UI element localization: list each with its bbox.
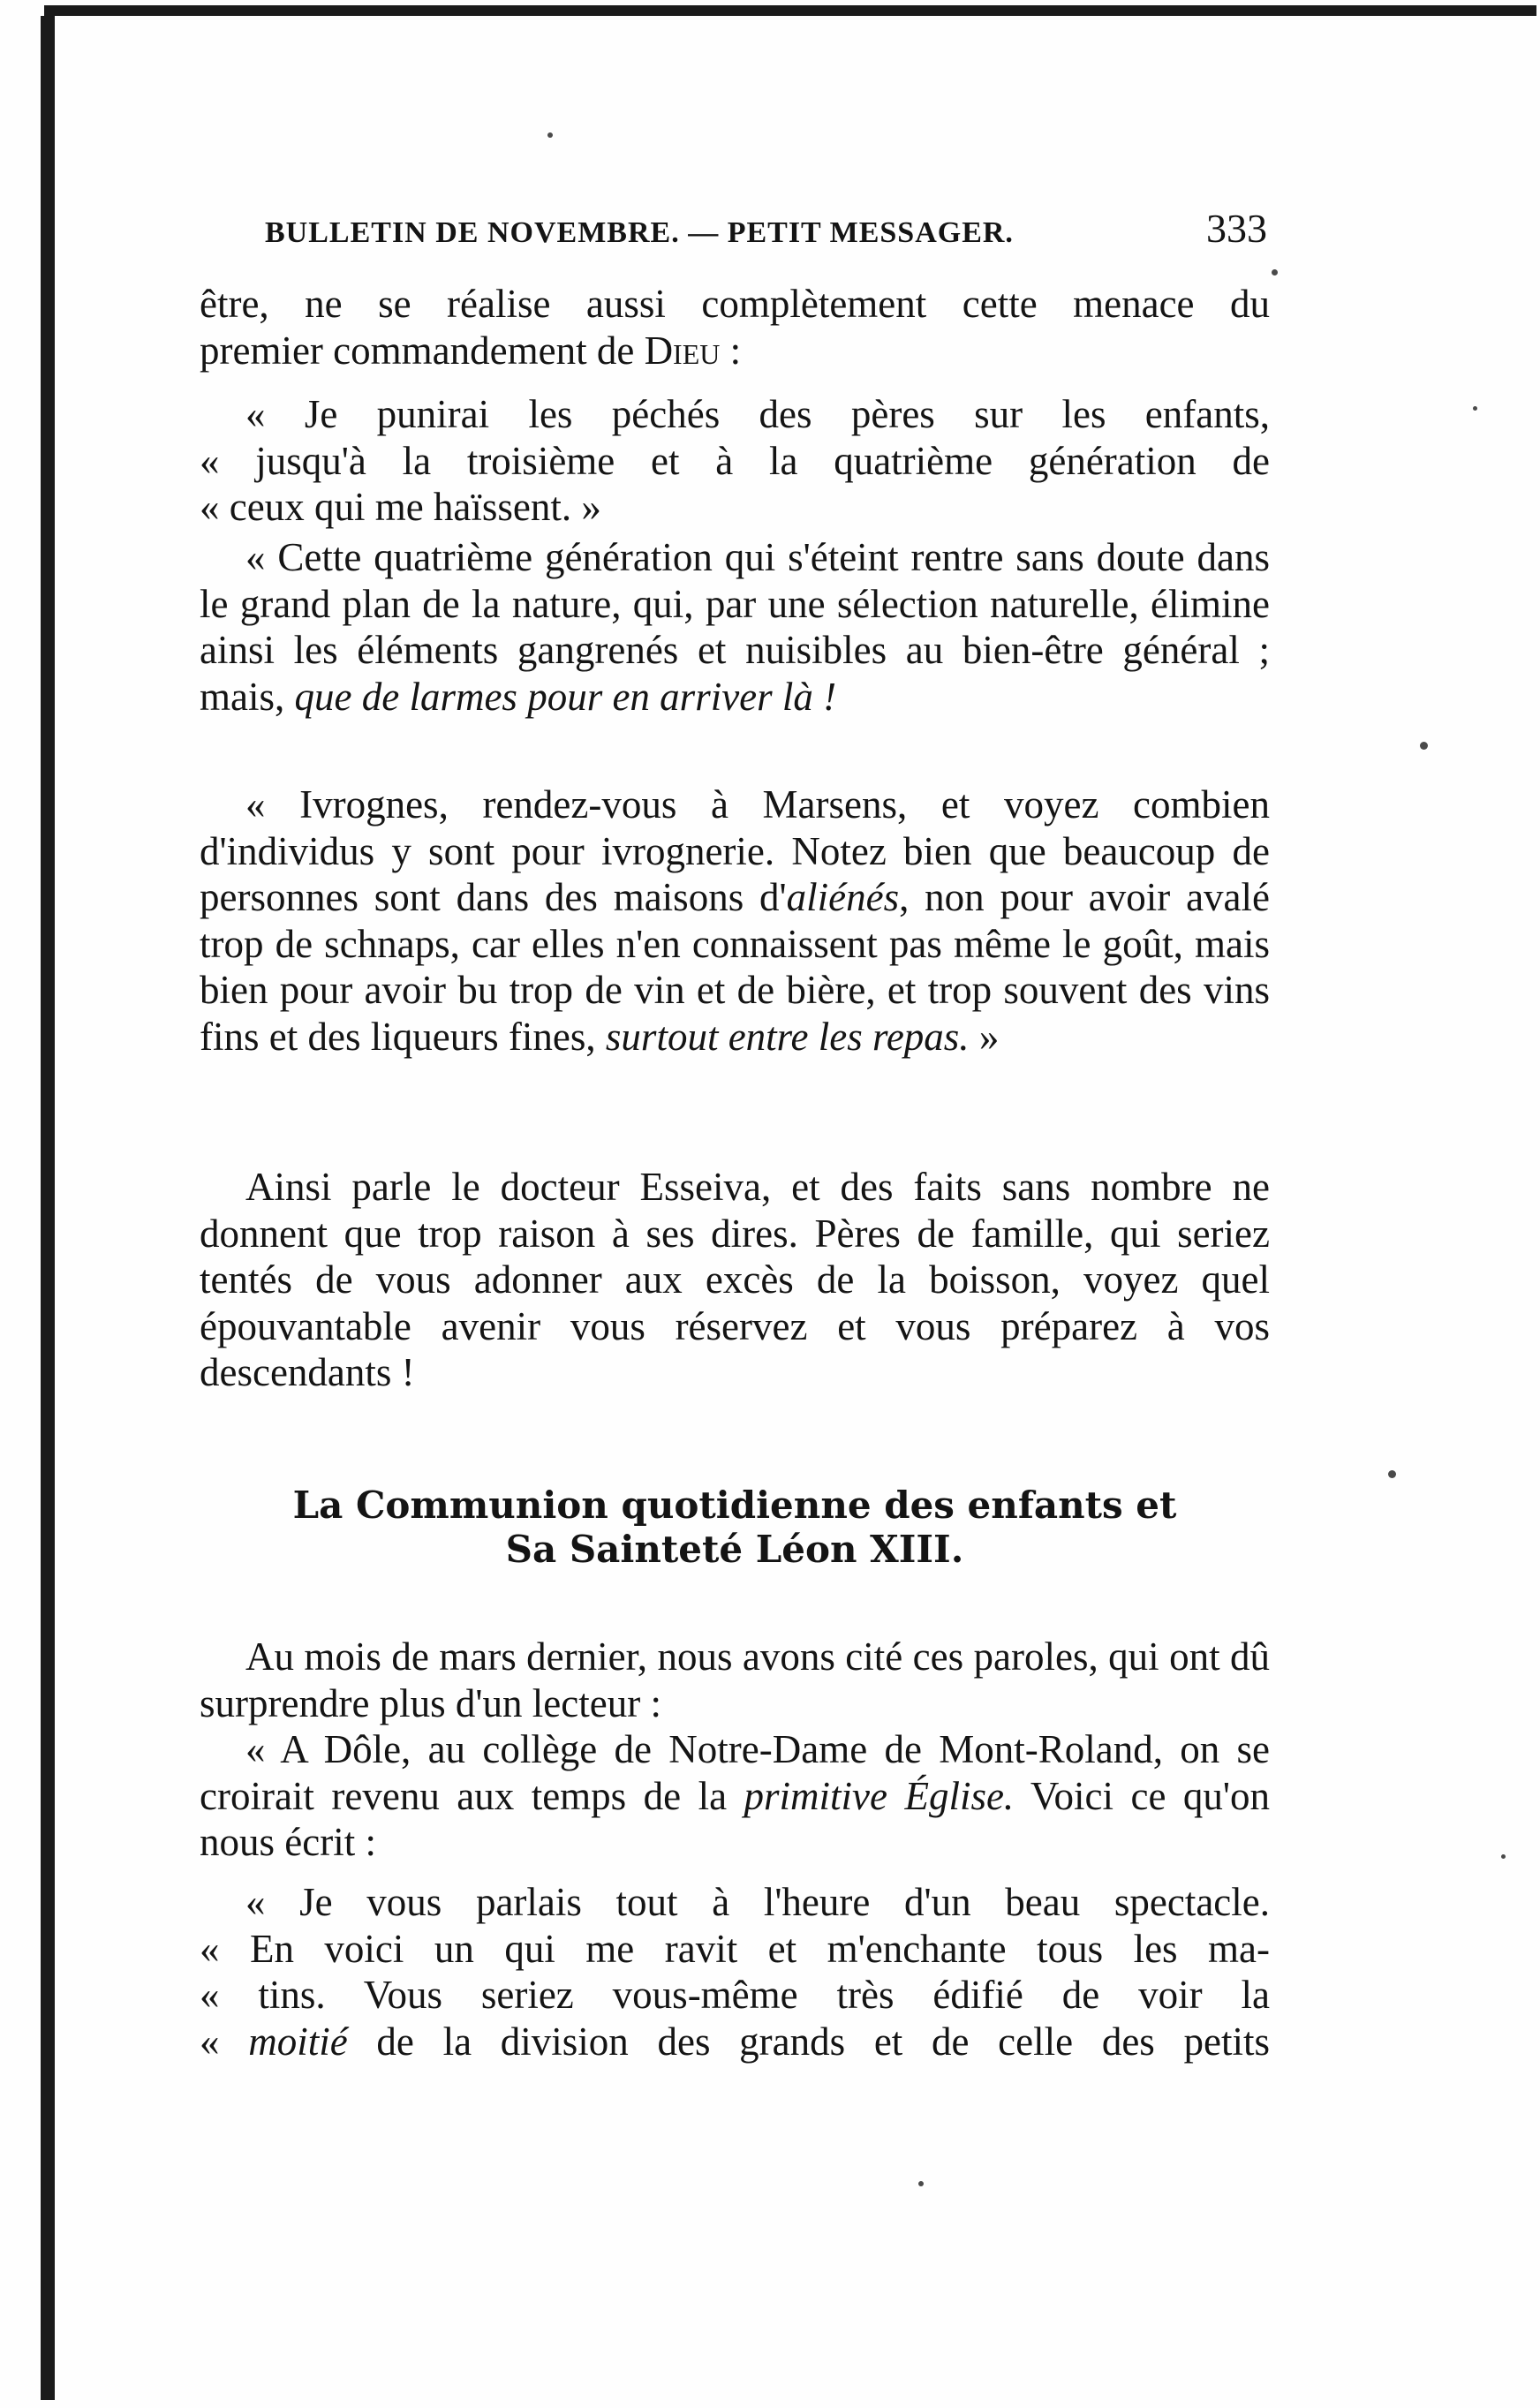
- quote-line: « jusqu'à la troisième et à la quatrième génération de: [200, 438, 1270, 483]
- quote-line: « En voici un qui me ravit et m'enchante tous les ma-: [200, 1926, 1270, 1971]
- running-header: [265, 205, 1267, 252]
- italic-phrase: que de larmes pour en arriver là !: [294, 674, 837, 719]
- print-speck: [1388, 1470, 1396, 1478]
- print-speck: [547, 132, 553, 138]
- section-title-line: Sa Sainteté Léon XIII.: [505, 1528, 964, 1571]
- italic-phrase: surtout entre les repas.: [605, 1014, 970, 1059]
- quote-line: « moitié de la division des grands et de celle des petits: [200, 2019, 1270, 2064]
- paragraph-continuation: [200, 281, 1270, 374]
- text-line: être, ne se réalise aussi complètement cette menace du: [200, 282, 1270, 326]
- commandment-quote: [200, 391, 1270, 531]
- section-title-line: La Communion quotidienne des enfants et: [292, 1483, 1177, 1527]
- quote-line: « ceux qui me haïssent. »: [200, 485, 601, 529]
- quote-line: « Je vous parlais tout à l'heure d'un beau spectacle.: [245, 1880, 1270, 1924]
- section-title: [200, 1483, 1270, 1572]
- page-number: 333: [1206, 206, 1267, 251]
- print-speck: [1473, 406, 1477, 411]
- print-speck: [1272, 269, 1278, 276]
- paragraph-ivrognes: « Ivrognes, rendez-vous à Marsens, et voyez combien d'individus y sont pour ivrognerie. Notez bien que beaucoup de personnes sont dans des maisons d'aliénés, non pour avoir avalé trop de schnaps, car elles n'en connaissent pas même le goût, mais bien pour avoir bu trop de vin et de bière, et trop souvent des vins fins et des liqueurs fines, surtout entre les repas. »: [200, 782, 1270, 1059]
- italic-word: aliénés: [786, 875, 900, 919]
- paragraph-esseiva: Ainsi parle le docteur Esseiva, et des faits sans nombre ne donnent que trop raison à ses dires. Pères de famille, qui seriez tentés de vous adonner aux excès de la boisson, voyez quel épouvantable avenir vous réservez et vous préparez à vos descendants !: [200, 1165, 1270, 1394]
- quote-line: « Je punirai les péchés des pères sur les enfants,: [245, 392, 1270, 436]
- small-caps-word: Dieu: [644, 328, 721, 373]
- print-speck: [1501, 1854, 1506, 1859]
- paragraph-dole: « A Dôle, au collège de Notre-Dame de Mont-Roland, on se croirait revenu aux temps de la primitive Église. Voici ce qu'on nous écrit :: [200, 1727, 1270, 1864]
- italic-phrase: primitive Église.: [744, 1773, 1015, 1818]
- text-line: premier commandement de Dieu :: [200, 328, 742, 373]
- print-speck: [918, 2181, 924, 2186]
- quote-line: « tins. Vous seriez vous-même très édifié de voir la: [200, 1973, 1270, 2017]
- running-title: BULLETIN DE NOVEMBRE. — PETIT MESSAGER.: [265, 216, 1014, 249]
- paragraph-generation: « Cette quatrième génération qui s'éteint rentre sans doute dans le grand plan de la nature, qui, par une sélection naturelle, élimine ainsi les éléments gangrenés et nuisibles au bien-être général ; mais, que de larmes pour en arriver là !: [200, 535, 1270, 719]
- italic-word: moitié: [248, 2019, 348, 2064]
- print-speck: [1420, 742, 1428, 750]
- left-border-rule: [41, 16, 55, 2400]
- letter-quote: [200, 1879, 1270, 2065]
- paragraph-mars: Au mois de mars dernier, nous avons cité ces paroles, qui ont dû surprendre plus d'un lecteur :: [200, 1634, 1270, 1725]
- top-border-rule: [44, 5, 1536, 16]
